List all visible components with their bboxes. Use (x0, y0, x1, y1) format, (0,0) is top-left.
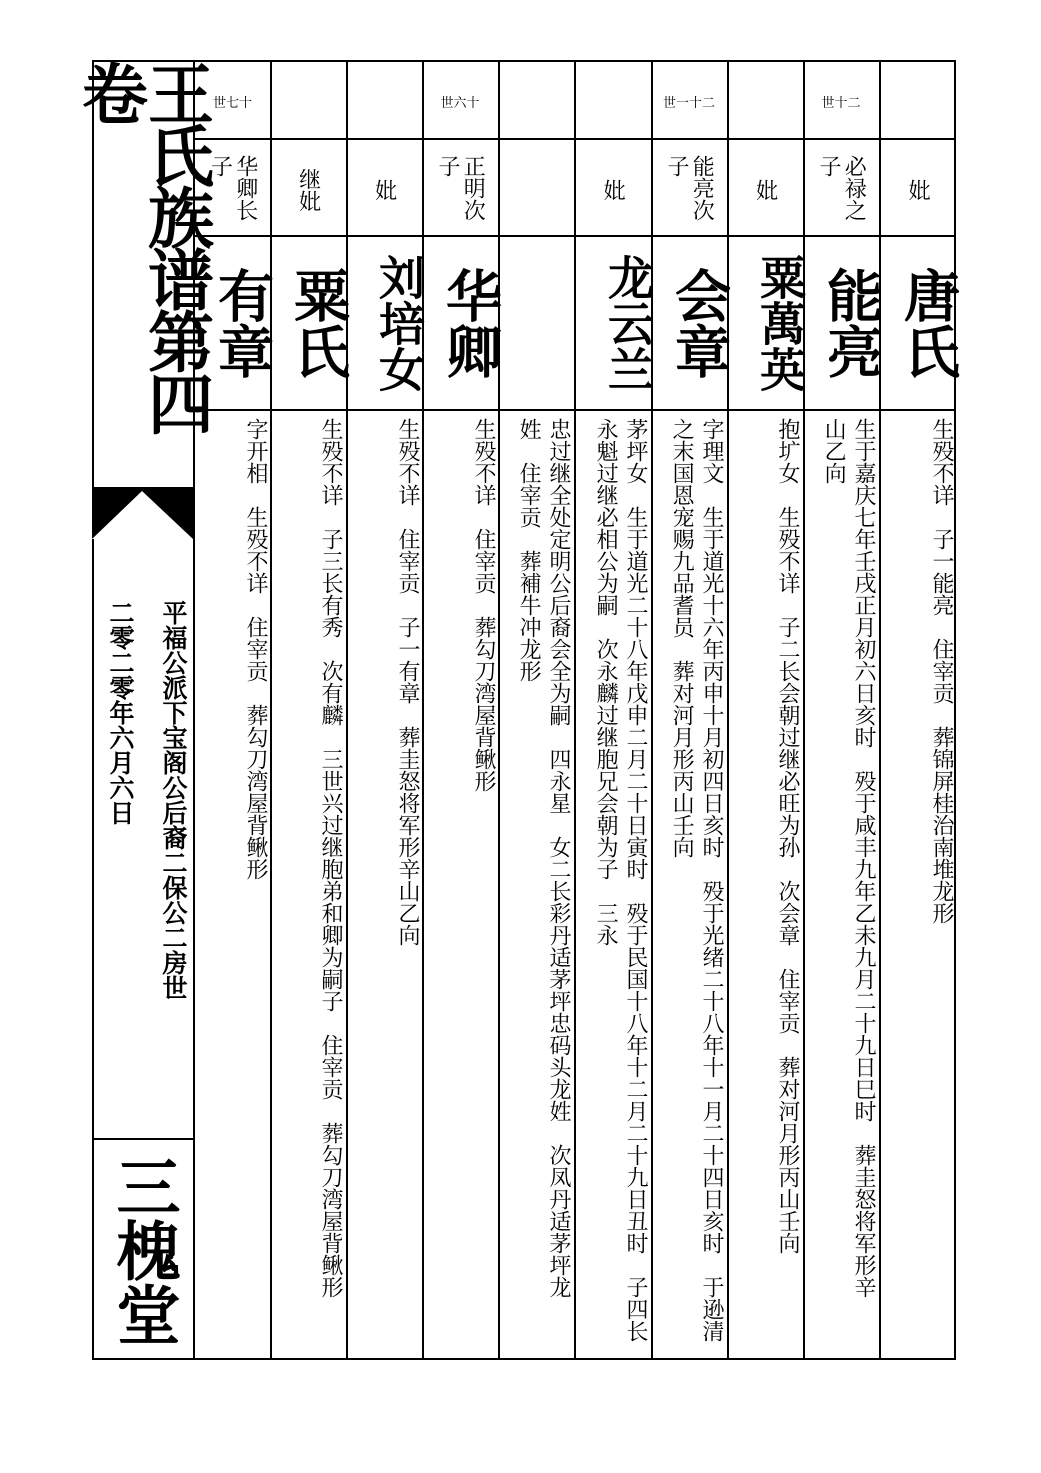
relation-label (498, 155, 574, 225)
biography: 生殁不详 子三长有秀 次有麟 三世兴过继胞弟和卿为嗣子 住宰贡 葬勾刀湾屋背鳅形 (318, 418, 343, 1298)
relation-label: 妣 (905, 179, 931, 201)
compile-date: 二零二零年六月六日 (106, 600, 135, 825)
generation-label (727, 92, 803, 112)
divider (92, 1138, 193, 1140)
hall-name: 三槐堂 (105, 1154, 181, 1346)
biography: 字理文 生于道光十六年丙申十月初四日亥时 殁于光绪二十八年十一月二十四日亥时 于逊清之末国恩宠赐九品耆员 葬对河月形丙山壬向 (669, 418, 724, 1342)
person-name: 有章 (209, 266, 275, 379)
relation-label: 妣 (752, 179, 778, 201)
relation-label: 继妣 (295, 168, 321, 212)
title-band-ornament (92, 487, 193, 539)
generation-label (498, 92, 574, 112)
generation-label (346, 92, 422, 112)
sidebar (70, 60, 215, 1360)
biography: 生殁不详 住宰贡 葬勾刀湾屋背鳅形 (471, 418, 496, 792)
relation-label: 妣 (600, 179, 626, 201)
lineage-subtitle: 平福公派下宝阁公后裔二保公二房世 (159, 600, 188, 1000)
relation-label: 能亮次子 (664, 155, 715, 221)
generation-label (574, 92, 651, 112)
biography: 茅坪女 生于道光二十八年戊申二月二十日寅时 殁于民国十八年十二月二十九日丑时 子四长永魁过继必相公为嗣 次永麟过继胞兄会朝为子 三永 (593, 418, 648, 1342)
person-name (498, 240, 574, 405)
biography: 字开相 生殁不详 住宰贡 葬勾刀湾屋背鳅形 (243, 418, 268, 880)
generation-label: 世七十 (212, 96, 252, 111)
relation-label: 妣 (371, 179, 397, 201)
generation-label: 世六十 (440, 96, 480, 111)
person-name: 粟萬英 (753, 253, 807, 392)
relation-label: 华卿长子 (207, 155, 258, 221)
generation-label (879, 92, 956, 112)
person-name: 华卿 (437, 266, 503, 379)
person-name: 能亮 (818, 266, 884, 379)
person-name: 龙云兰 (601, 253, 655, 392)
relation-label: 正明次子 (435, 155, 486, 221)
biography: 生殁不详 住宰贡 子一有章 葬圭怒将军形辛山乙向 (395, 418, 420, 946)
biography: 抱圹女 生殁不详 子二长会朝过继必旺为孙 次会章 住宰贡 葬对河月形丙山壬向 (775, 418, 800, 1254)
biography: 生于嘉庆七年壬戌正月初六日亥时 殁于咸丰九年乙未九月二十九日巳时 葬圭怒将军形辛山乙向 (821, 418, 876, 1298)
person-name: 会章 (666, 266, 732, 379)
generation-label (270, 92, 346, 112)
generation-label: 世十二 (821, 96, 861, 111)
generation-label: 世一十二 (662, 96, 715, 111)
relation-label: 必禄之子 (816, 155, 867, 221)
biography: 忠过继全处定明公后裔会全为嗣 四永星 女二长彩丹适茅坪忠码头龙姓 次凤丹适茅坪龙姓 住宰贡 葬補牛冲龙形 (516, 418, 571, 1298)
book-title: 王氏族谱第四卷 (70, 60, 215, 432)
biography: 生殁不详 子一能亮 住宰贡 葬锦屏桂治南堆龙形 (929, 418, 954, 924)
person-name: 刘培女 (372, 253, 426, 392)
person-name: 唐氏 (895, 266, 961, 379)
person-name: 粟氏 (285, 266, 351, 379)
